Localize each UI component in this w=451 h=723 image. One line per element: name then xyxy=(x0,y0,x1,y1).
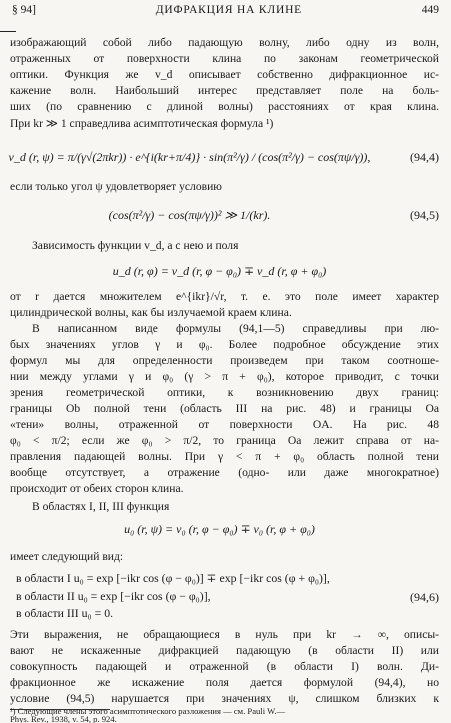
text-line: В написанном виде формулы (94,1—5) справедливы при лю- xyxy=(32,322,439,335)
footnote-line: Phys. Rev., 1938, v. 54, p. 924. xyxy=(10,713,117,723)
text-line: отраженных от поверхности клина по законам геометрической xyxy=(10,52,439,65)
text-line: вообще отсутствует, а отражение (одно- или даже многократное) xyxy=(10,466,439,479)
running-header xyxy=(12,4,439,22)
text-line: имеет следующий вид: xyxy=(10,550,124,563)
text-line: кажение волн. Наибольший интерес представляет поле на боль- xyxy=(10,84,439,97)
text-line: правления падающей волны. При γ < π + φ₀ область полной тени xyxy=(10,450,439,463)
text-line: Эти выражения, не обращающиеся в нуль при kr → ∞, описы- xyxy=(10,628,439,641)
text-line: бых значениях углов γ и φ₀. Более подробное обсуждение этих xyxy=(10,338,439,351)
text-line: В областях I, II, III функция xyxy=(32,500,170,513)
text-line: от r дается множителем e^{ikr}/√r, т. е. это поле имеет характер xyxy=(10,290,439,303)
text-line: «тени» волны, отраженной от поверхности OA. На рис. 48 xyxy=(10,418,439,431)
text-line: условие (94,5) нарушается при значениях ψ, слишком близких к xyxy=(10,692,439,705)
section-number: § 94] xyxy=(12,4,36,16)
text-line: если только угол ψ удовлетворяет условию xyxy=(10,180,222,193)
text-line: фракционное же искажение поля дается формулой (94,4), но xyxy=(10,676,439,689)
text-line: совокупность падающей и отраженной (в области I) волн. Ди- xyxy=(10,660,439,673)
margin-mark xyxy=(0,31,16,32)
region-line: в области III u₀ = 0. xyxy=(16,606,114,620)
text-line: формул мы для определенности произведем при таком соотноше- xyxy=(10,354,439,367)
page-number: 449 xyxy=(421,4,439,16)
text-line: цилиндрической волны, как бы излучаемой краем клина. xyxy=(10,306,292,319)
text-line: зрения геометрической оптики, к возникновению двух границ: xyxy=(10,386,439,399)
text-line: оптики. Функция же v_d описывает собственно дифракционное ис- xyxy=(10,68,439,81)
equation-body: u_d (r, φ) = v_d (r, φ − φ₀) ∓ v_d (r, φ + φ₀) xyxy=(112,264,327,278)
equation-number: (94,5) xyxy=(410,208,439,222)
text-line: изображающий собой либо падающую волну, либо одну из волн, xyxy=(10,36,439,49)
text-line: Зависимость функции v_d, а с нею и поля xyxy=(32,239,239,252)
equation-number: (94,6) xyxy=(410,590,439,604)
text-line: При kr ≫ 1 справедлива асимптотическая формула ¹) xyxy=(10,117,274,130)
equation-body: v_d (r, ψ) = π/(γ√(2πkr)) · e^{i(kr+π/4)} · sin(π²/γ) / (cos(π²/γ) − cos(πψ/γ)), xyxy=(8,150,371,164)
equation-body: u₀ (r, ψ) = v₀ (r, φ − φ₀) ∓ v₀ (r, φ + φ₀) xyxy=(124,522,315,536)
text-line: φ₀ < π/2; если же φ₀ > π/2, то граница Oa лежит справа от на- xyxy=(10,434,439,447)
running-title: ДИФРАКЦИЯ НА КЛИНЕ xyxy=(155,4,302,16)
text-line: ших (по сравнению с длиной волны) расстояниях от края клина. xyxy=(10,100,439,113)
region-line: в области I u₀ = exp [−ikr cos (φ − φ₀)] ∓ exp [−ikr cos (φ + φ₀)], xyxy=(16,571,330,585)
footnote-text xyxy=(10,708,439,723)
text-line: нии между углами γ и φ₀ (γ > π + φ₀), которое приводит, с точки xyxy=(10,370,439,383)
footnote-line: ¹) Следующие члены этого асимптотического разложения — см. Pauli W.— xyxy=(10,708,286,716)
equation-number: (94,4) xyxy=(410,150,439,164)
text-line: границы Ob полной тени (область III на рис. 48) и границы Oa xyxy=(10,402,439,415)
text-line: вают не искаженные дифракцией падающую (в области II) или xyxy=(10,644,439,657)
region-line: в области II u₀ = exp [−ikr cos (φ − φ₀)], xyxy=(16,589,211,603)
text-line: происходит от обеих сторон клина. xyxy=(10,482,184,495)
equation-body: (cos(π²/γ) − cos(πψ/γ))² ≫ 1/(kr). xyxy=(108,208,271,222)
